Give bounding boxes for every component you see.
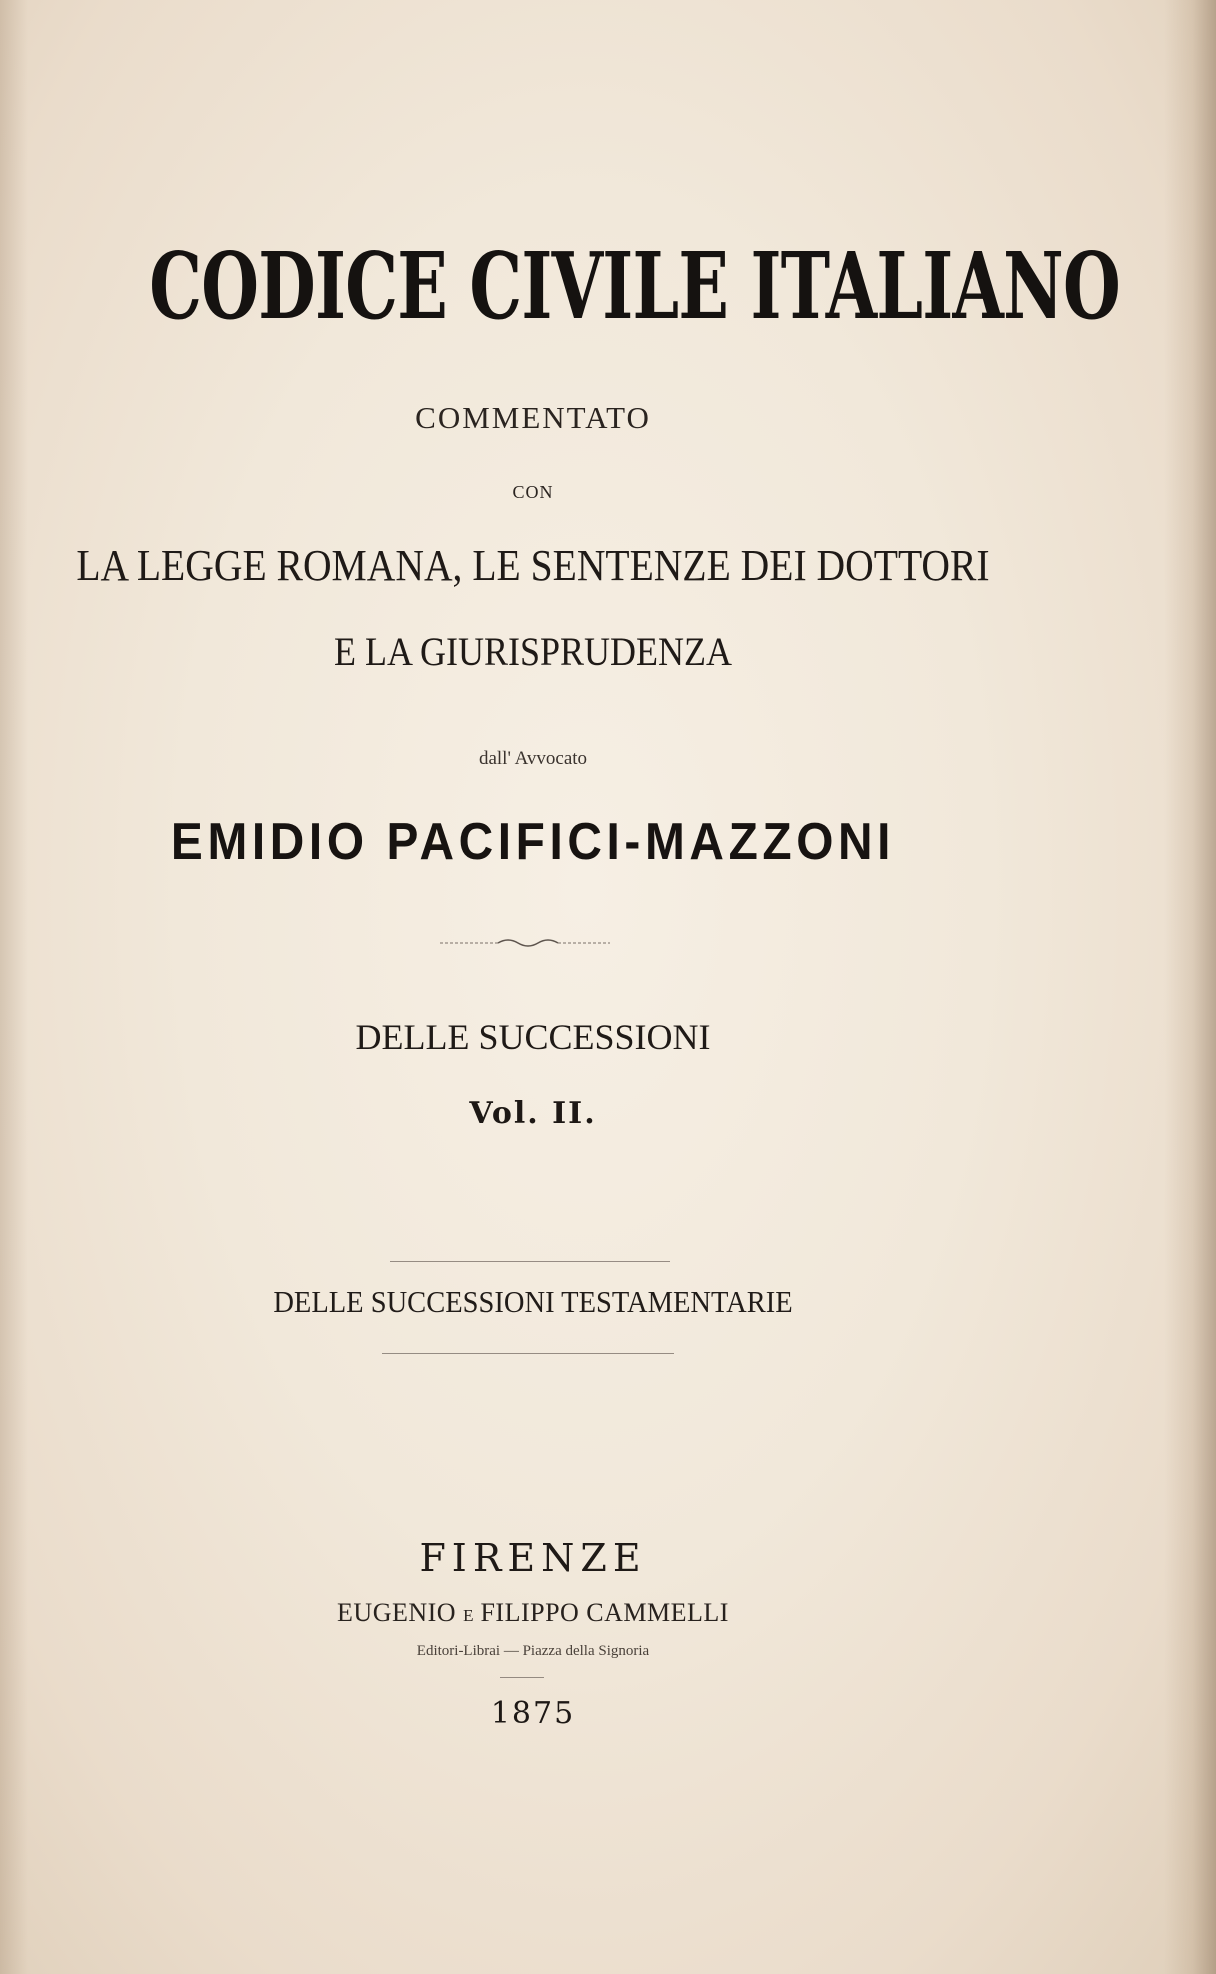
section-title: DELLE SUCCESSIONI TESTAMENTARIE [273, 1284, 793, 1319]
page-edge-shadow [0, 0, 28, 1974]
subtitle-line-2: E LA GIURISPRUDENZA [333, 629, 732, 674]
section-rule-top [390, 1261, 670, 1262]
imprint-rule [500, 1677, 544, 1678]
subtitle-line-1: LA LEGGE ROMANA, LE SENTENZE DEI DOTTORI [76, 541, 990, 590]
ornament-divider-icon [440, 935, 610, 951]
imprint-year: 1875 [490, 1696, 576, 1731]
publisher-first-name: EUGENIO [337, 1598, 457, 1627]
author-prefix: dall' Avvocato [478, 748, 588, 769]
spine-shadow [1164, 0, 1216, 1974]
part-title: DELLE SUCCESSIONI [355, 1017, 711, 1057]
publisher-second-name: FILIPPO CAMMELLI [480, 1598, 729, 1627]
author-name: EMIDIO PACIFICI-MAZZONI [170, 813, 896, 871]
section-rule-bottom [382, 1353, 674, 1354]
publisher-joiner: E [463, 1606, 474, 1625]
commentato-label: COMMENTATO [415, 400, 651, 435]
imprint-city: FIRENZE [419, 1536, 647, 1580]
volume-label: Vol. II. [469, 1096, 597, 1131]
con-label: CON [512, 482, 554, 502]
imprint-publisher [0, 1598, 1066, 1628]
imprint-address: Editori-Librai — Piazza della Signoria [416, 1643, 650, 1659]
book-title: CODICE CIVILE ITALIANO [149, 232, 1120, 340]
